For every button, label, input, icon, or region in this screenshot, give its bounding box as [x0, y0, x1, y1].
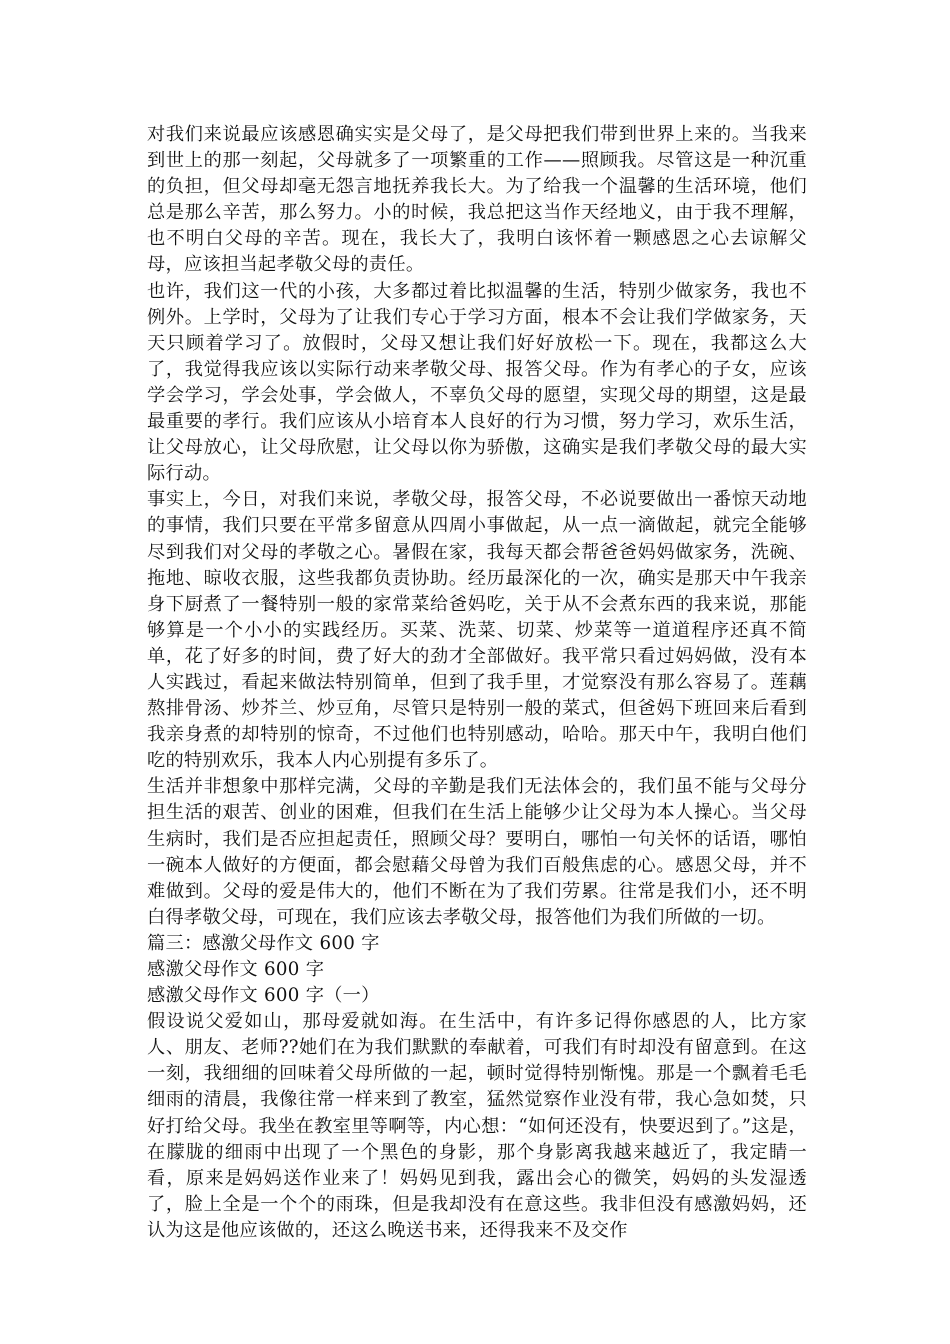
paragraph-3: 事实上，今日，对我们来说，孝敬父母，报答父母，不必说要做出一番惊天动地的事情，我们只要在平常多留意从四周小事做起，从一点一滴做起，就完全能够尽到我们对父母的孝敬之心。暑假在家，我每天都会帮爸爸妈妈做家务，洗碗、拖地、晾收衣服，这些我都负责协助。经历最深化的一次，确实是那天中午我亲身下厨煮了一餐特别一般的家常菜给爸妈吃，关于从不会煮东西的我来说，那能够算是一个小小的实践经历。买菜、洗菜、切菜、炒菜等一道道程序还真不简单，花了好多的时间，费了好大的劲才全部做好。我平常只看过妈妈做，没有本人实践过，看起来做法特别简单，但到了我手里，才觉察没有那么容易了。莲藕熬排骨汤、炒芥兰、炒豆角，尽管只是特别一般的菜式，但爸妈下班回来后看到我亲身煮的却特别的惊奇，不过他们也特别感动，哈哈。那天中午，我明白他们吃的特别欢乐，我本人内心别提有多乐了。 [147, 489, 807, 772]
essay-subtitle: 感激父母作文 600 字（一） [147, 985, 380, 1007]
paragraph-4: 生活并非想象中那样完满，父母的辛勤是我们无法体会的，我们虽不能与父母分担生活的艰苦、创业的困难，但我们在生活上能够少让父母为本人操心。当父母生病时，我们是否应担起责任，照顾父母？要明白，哪怕一句关怀的话语，哪怕一碗本人做好的方便面，都会慰藉父母曾为我们百般焦虑的心。感恩父母，并不难做到。父母的爱是伟大的，他们不断在为了我们劳累。往常是我们小，还不明白得孝敬父母，可现在，我们应该去孝敬父母，报答他们为我们所做的一切。 [147, 776, 807, 928]
essay-title: 感激父母作文 600 字 [147, 959, 325, 980]
section-heading: 篇三：感激父母作文 600 字 [147, 932, 380, 954]
paragraph-5: 假设说父爱如山，那母爱就如海。在生活中，有许多记得你感恩的人，比方家人、朋友、老师??她们在为我们默默的奉献着，可我们有时却没有留意到。在这一刻，我细细的回味着父母所做的一起，顿时觉得特别惭愧。那是一个飘着毛毛细雨的清晨，我像往常一样来到了教室，猛然觉察作业没有带，我心急如焚，只好打给父母。我坐在教室里等啊等，内心想：“如何还没有，快要迟到了。”这是，在朦胧的细雨中出现了一个黑色的身影，那个身影离我越来越近了，我定睛一看，原来是妈妈送作业来了！妈妈见到我，露出会心的微笑，妈妈的头发湿透了，脸上全是一个个的雨珠，但是我却没有在意这些。我非但没有感激妈妈，还认为这是他应该做的，还这么晚送书来，还得我来不及交作 [147, 1011, 807, 1241]
paragraph-1: 对我们来说最应该感恩确实实是父母了，是父母把我们带到世界上来的。当我来到世上的那一刻起，父母就多了一项繁重的工作——照顾我。尽管这是一种沉重的负担，但父母却毫无怨言地抚养我长大。为了给我一个温馨的生活环境，他们总是那么辛苦，那么努力。小的时候，我总把这当作天经地义，由于我不理解，也不明白父母的辛苦。现在，我长大了，我明白该怀着一颗感恩之心去谅解父母，应该担当起孝敬父母的责任。 [147, 124, 807, 276]
document-body [147, 122, 807, 1244]
paragraph-2: 也许，我们这一代的小孩，大多都过着比拟温馨的生活，特别少做家务，我也不例外。上学时，父母为了让我们专心于学习方面，根本不会让我们学做家务，天天只顾着学习了。放假时，父母又想让我们好好放松一下。现在，我都这么大了，我觉得我应该以实际行动来孝敬父母、报答父母。作为有孝心的子女，应该学会学习，学会处事，学会做人，不辜负父母的愿望，实现父母的期望，这是最最重要的孝行。我们应该从小培育本人良好的行为习惯，努力学习，欢乐生活，让父母放心，让父母欣慰，让父母以你为骄傲，这确实是我们孝敬父母的最大实际行动。 [147, 280, 807, 485]
